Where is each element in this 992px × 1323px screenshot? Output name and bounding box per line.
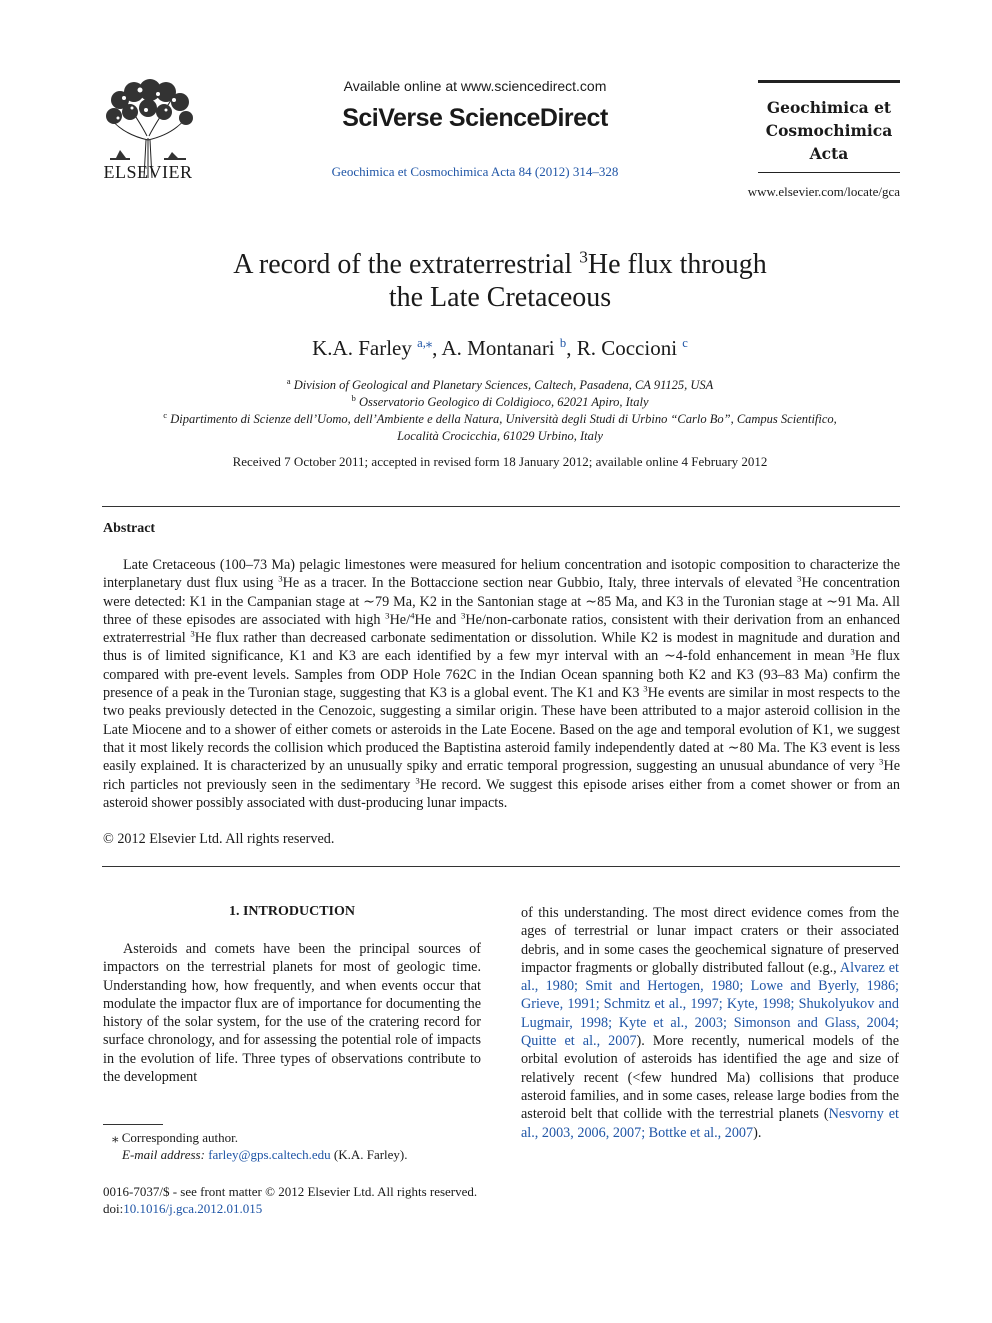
author-affiliation-marker[interactable]: b [559, 336, 567, 350]
section-heading-introduction: 1. INTRODUCTION [228, 904, 355, 919]
affiliation-c: $^c$ Dipartimento di Scienze dell’Uomo, dell’Ambiente e della Natura, Università degli Studi di Urbino “Carlo Bo”, Campus Scientifico, [163, 409, 837, 426]
email-label: E-mail address: [122, 1147, 205, 1162]
front-matter-note: 0016-7037/$ - see front matter © 2012 Elsevier Ltd. All rights reserved. [103, 1184, 478, 1199]
title-part1: A record of the extraterrestrial [233, 249, 580, 280]
citation-link[interactable]: Nesvorny et al., 2003, 2006, 2007; Bottke et al., 2007 [521, 1106, 899, 1141]
affiliation-c-continued: Località Crocicchia, 61029 Urbino, Italy [397, 429, 603, 443]
author-affiliation-marker[interactable]: c [682, 336, 688, 350]
article-title [100, 248, 900, 314]
affiliation-a: $^a$ Division of Geological and Planetary Sciences, Caltech, Pasadena, CA 91125, USA [286, 375, 714, 392]
abstract-text: Late Cretaceous (100–73 Ma) pelagic limestones were measured for helium concentration and isotopic composition to characterize the interplanetary dust flux using $^3$He as a tracer. In the Bottaccione section near Gubbio, Italy, three intervals of elevated $^3$He concentration were detected: K1 in the Campanian stage at ∼79 Ma, K2 in the Santonian stage at ∼85 Ma, and K3 in the Turonian stage at ∼91 Ma. All three of these episodes are associated with high $^3$He/$^4$He and $^3$He/non-carbonate ratios, consistent with their derivation from an enhanced extraterrestrial $^3$He flux rather than decreased carbonate sedimentation or dissolution. While K2 is modest in magnitude and duration and thus is of limited significance, K1 and K3 are each identified by a few myr interval with an ∼4-fold enhancement in mean $^3$He flux compared with pre-event levels. Samples from ODP Hole 762C in the Indian Ocean spanning both K2 and K3 (93–83 Ma) confirm the presence of a peak in the Turonian stage, suggesting that K3 is a global event. The K1 and K3 $^3$He events are similar in most respects to the two peaks previously detected in the Cenozoic, suggesting a similar origin. These have been attributed to a major asteroid collision in the Late Miocene and to a shower of either comets or asteroids in the Late Eocene. Based on the age and temporal evolution of K1, we suggest that it most likely records the collision which produced the Baptistina asteroid family independently dated at ∼80 Ma. The K3 event is less easily explained. It is characterized by an unusually spiky and erratic temporal progression, suggesting an unusual abundance of very $^3$He rich particles not previously seen in the sedimentary $^3$He record. We suggest this episode arises either from a comet shower or from an asteroid shower possibly associated with dust-producing lunar impacts. [103, 557, 901, 811]
doi-label: doi: [103, 1201, 124, 1216]
doi-line [103, 1201, 262, 1217]
affiliations [100, 377, 900, 445]
abstract-heading: Abstract [103, 521, 156, 536]
affiliation-b: $^b$ Osservatorio Geologico di Coldigioco, 62021 Apiro, Italy [351, 392, 649, 409]
footnote-rule [103, 1124, 163, 1125]
author-affiliation-marker[interactable]: a,⁎ [417, 336, 433, 350]
divider-top [102, 506, 900, 507]
email-owner: (K.A. Farley). [333, 1147, 408, 1162]
introduction-left-column: Asteroids and comets have been the principal sources of impactors on the terrestrial planets for most of geologic time. Understanding how, how frequently, and when events occur that modulate the impactor flux are of importance for documenting the history of the solar system, for the use of the cratering record for surface chronology, and for assessing the potential role of impacts in the evolution of life. Three types of observations contribute to the development [103, 941, 481, 1086]
email-link[interactable]: farley@gps.caltech.edu [208, 1147, 331, 1162]
author-list: K.A. Farley $^{a,⁎}$, A. Montanari $^b$, R. Coccioni $^c$ [312, 336, 688, 360]
journal-rule-top [758, 80, 900, 83]
title-superscript: 3 [579, 247, 588, 267]
available-online-text: Available online at www.sciencedirect.com [343, 78, 607, 94]
author-name: R. Coccioni [576, 336, 678, 360]
title-line2: the Late Cretaceous [388, 282, 612, 313]
journal-name [758, 96, 900, 165]
title-part2: He flux through [587, 249, 767, 280]
introduction-right-column: of this understanding. The most direct evidence comes from the ages of terrestrial or lunar impact craters or their associated debris, and in some cases the geochemical signature of preserved impactor fragments or globally distributed fallout (e.g., Alvarez et al., 1980; Smit and Hertogen, 1980; Lowe and Byerly, 1986; Grieve, 1991; Schmitz et al., 1997; Kyte, 1998; Shukolyukov and Lugmair, 1998; Kyte et al., 2003; Simonson and Glass, 2004; Quitte et al., 2007). More recently, numerical models of the orbital evolution of asteroids has identified the age and size of relatively recent (<few hundred Ma) collisions that produce asteroid families, and in some cases, release large bodies from the asteroid belt that collide with the terrestrial planets (Nesvorny et al., 2003, 2006, 2007; Bottke et al., 2007). [521, 905, 899, 1141]
received-dates: Received 7 October 2011; accepted in revised form 18 January 2012; available online 4 February 2012 [232, 454, 768, 469]
doi-link[interactable]: 10.1016/j.gca.2012.01.015 [123, 1201, 263, 1216]
abstract-copyright: © 2012 Elsevier Ltd. All rights reserved. [103, 831, 335, 847]
journal-citation-link[interactable]: Geochimica et Cosmochimica Acta 84 (2012) 314–328 [331, 164, 619, 179]
journal-rule-bottom [758, 172, 900, 173]
journal-name-line3: Acta [809, 144, 849, 163]
journal-name-line1: Geochimica et [766, 98, 892, 117]
corresponding-author-note: ⁎ Corresponding author. [112, 1130, 239, 1145]
citation-link[interactable]: Alvarez et al., 1980; Smit and Hertogen, 1980; Lowe and Byerly, 1986; Grieve, 1991; Schmitz et al., 1997; Kyte, 1998; Shukolyukov and Lugmair, 1998; Kyte et al., 2003; Simonson and Glass, 2004; Quitte et al., 2007 [521, 959, 899, 1050]
divider-bottom [102, 866, 900, 867]
journal-url: www.elsevier.com/locate/gca [747, 184, 900, 199]
author-name: K.A. Farley [312, 336, 412, 360]
sciverse-brand: SciVerse ScienceDirect [342, 104, 608, 132]
journal-name-line2: Cosmochimica [765, 121, 893, 140]
author-name: A. Montanari [441, 336, 555, 360]
email-note [122, 1147, 408, 1163]
publisher-name: ELSEVIER [103, 162, 193, 182]
